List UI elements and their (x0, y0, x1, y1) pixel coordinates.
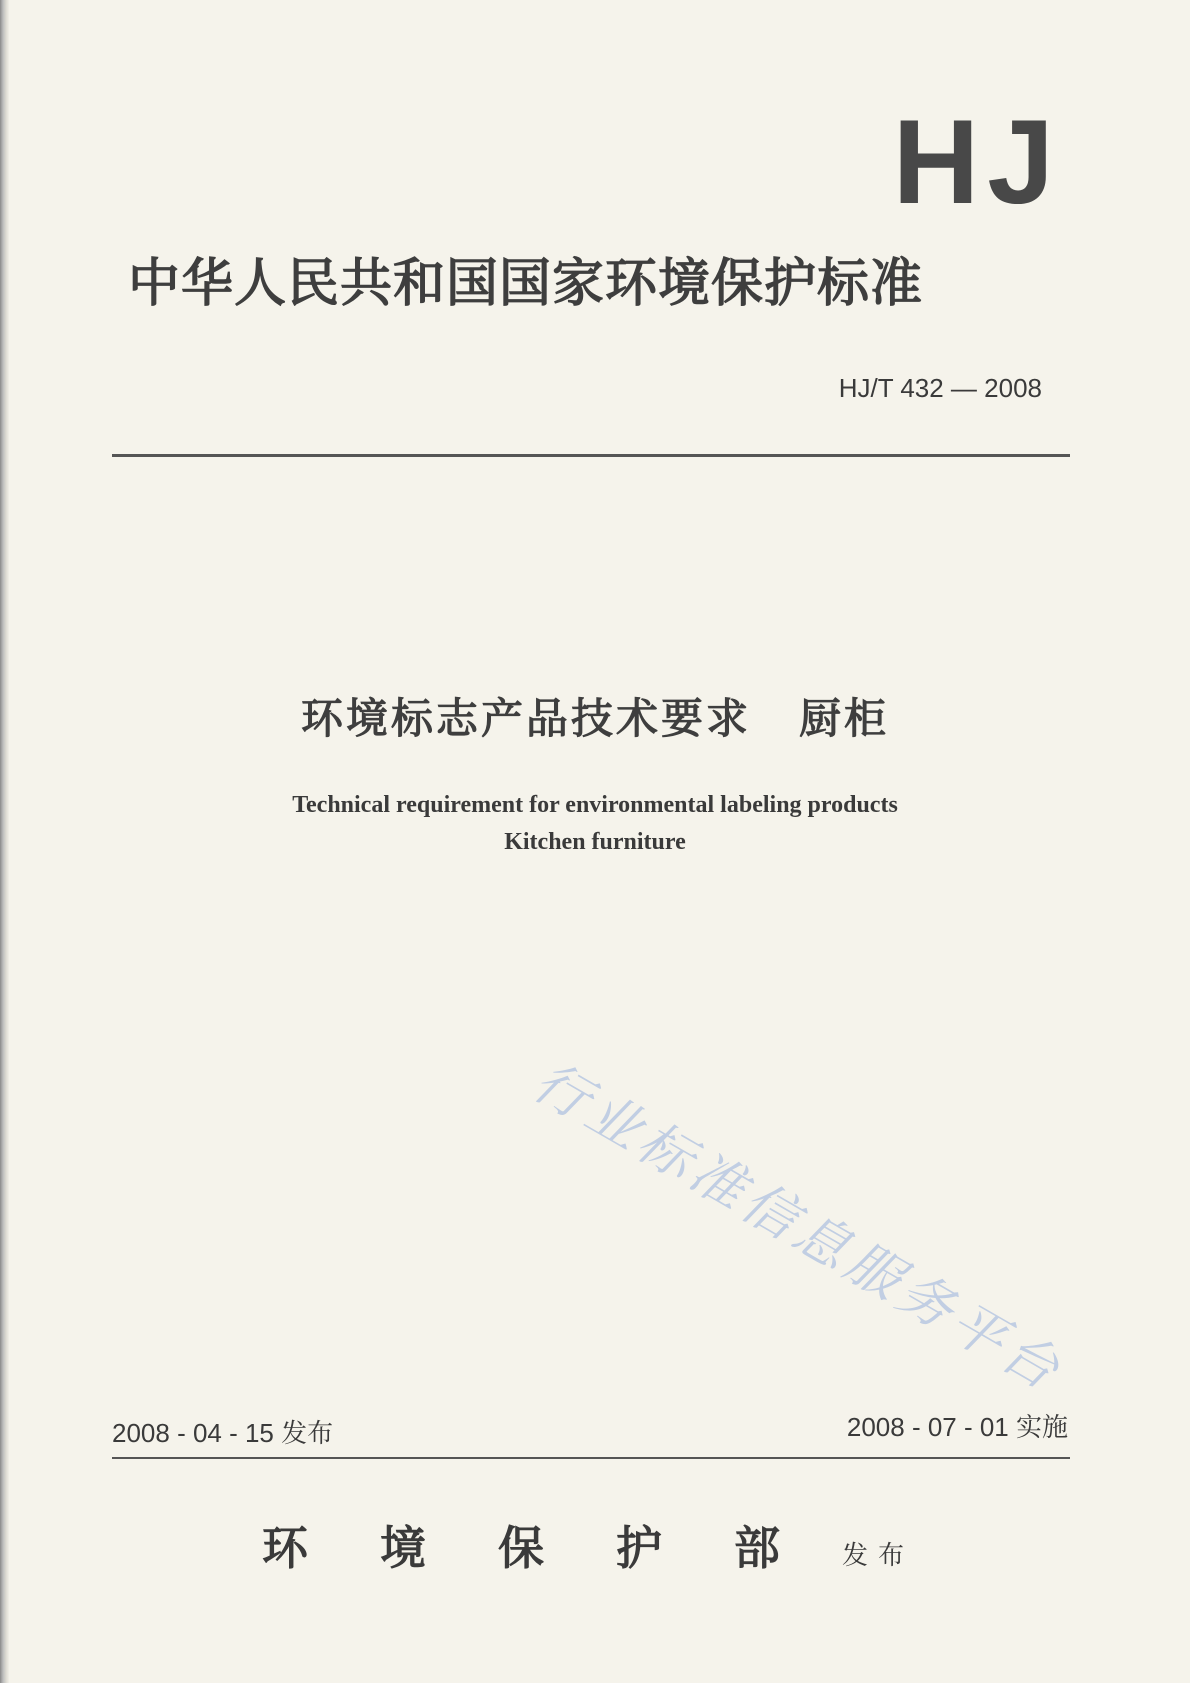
english-title-line-2: Kitchen furniture (504, 829, 686, 855)
watermark-stamp: 行业标准信息服务平台 (523, 1049, 1075, 1405)
issuer-name: 环境保护部 (262, 1521, 852, 1575)
issuer-suffix: 发布 (842, 1541, 915, 1571)
bottom-divider (112, 1457, 1070, 1459)
effective-date: 2008 - 07 - 01 实施 (846, 1412, 1068, 1442)
top-divider (112, 454, 1070, 457)
issuer-block (262, 1512, 914, 1578)
hj-logo: HJ (892, 95, 1062, 229)
national-standard-title: 中华人民共和国国家环境保护标准 (128, 253, 924, 314)
chinese-title-main: 环境标志产品技术要求 (300, 694, 751, 743)
english-title (0, 787, 1190, 861)
standard-number: HJ/T 432 — 2008 (838, 373, 1042, 403)
english-title-line-1: Technical requirement for environmental labeling products (292, 792, 898, 818)
release-date: 2008 - 04 - 15 发布 (112, 1418, 334, 1448)
chinese-title-sub: 厨柜 (799, 694, 890, 743)
chinese-title (0, 686, 1190, 746)
